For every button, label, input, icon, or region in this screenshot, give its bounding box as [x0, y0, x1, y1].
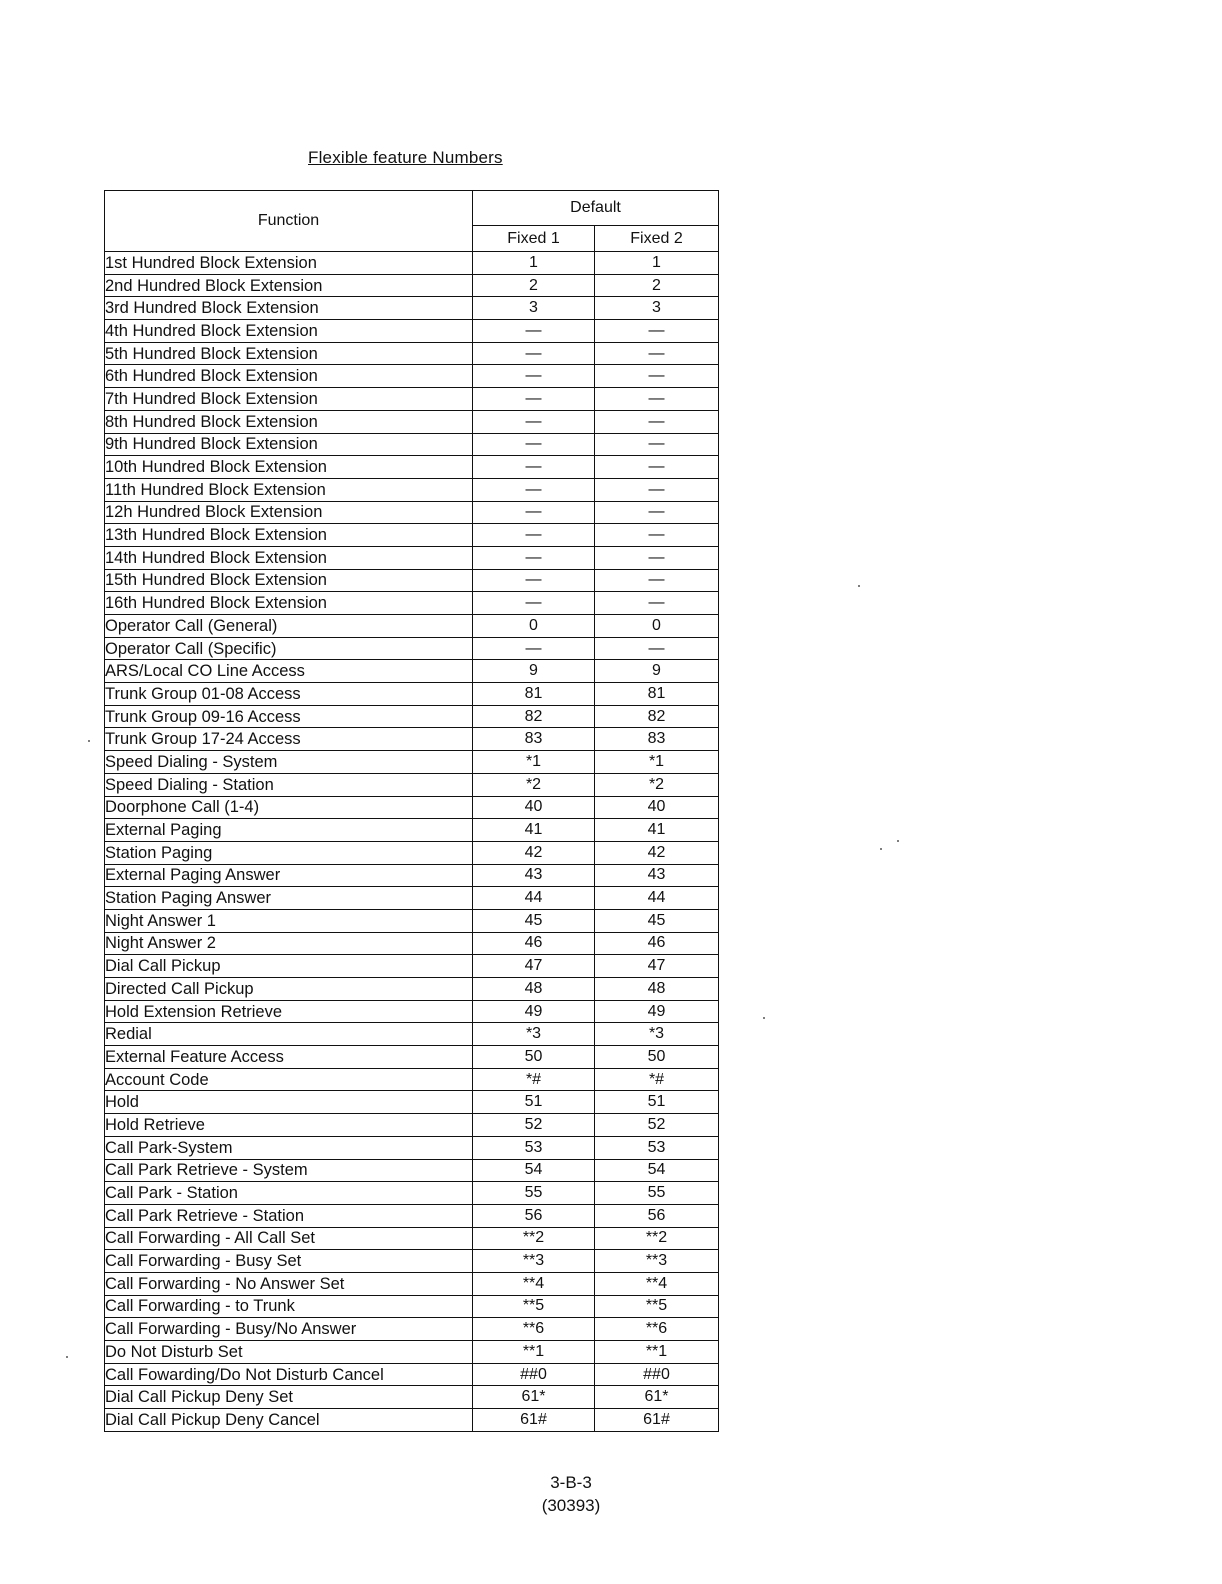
fixed1-cell: —: [473, 388, 595, 411]
function-cell: Redial: [105, 1023, 473, 1046]
fixed1-cell: —: [473, 501, 595, 524]
fixed2-cell: —: [595, 524, 719, 547]
fixed1-cell: 53: [473, 1136, 595, 1159]
table-row: [105, 1295, 719, 1318]
scan-speck: [897, 840, 899, 842]
scan-speck: [763, 1017, 765, 1019]
function-cell: Call Park - Station: [105, 1182, 473, 1205]
fixed2-cell: 0: [595, 615, 719, 638]
function-cell: Hold Extension Retrieve: [105, 1000, 473, 1023]
fixed2-cell: —: [595, 456, 719, 479]
function-cell: Night Answer 1: [105, 909, 473, 932]
fixed1-cell: 42: [473, 841, 595, 864]
fixed1-cell: —: [473, 433, 595, 456]
feature-numbers-table: [104, 190, 719, 1432]
function-cell: ARS/Local CO Line Access: [105, 660, 473, 683]
function-cell: Hold: [105, 1091, 473, 1114]
fixed1-cell: 0: [473, 615, 595, 638]
fixed1-cell: —: [473, 320, 595, 343]
table-body: [105, 252, 719, 1432]
function-cell: Station Paging Answer: [105, 887, 473, 910]
fixed1-cell: —: [473, 524, 595, 547]
table-row: [105, 433, 719, 456]
function-cell: Call Forwarding - Busy Set: [105, 1250, 473, 1273]
fixed2-cell: —: [595, 501, 719, 524]
function-cell: 8th Hundred Block Extension: [105, 410, 473, 433]
fixed2-cell: **3: [595, 1250, 719, 1273]
fixed1-cell: 82: [473, 705, 595, 728]
table-row: [105, 1159, 719, 1182]
table-row: [105, 728, 719, 751]
fixed2-cell: 50: [595, 1046, 719, 1069]
function-cell: Call Forwarding - to Trunk: [105, 1295, 473, 1318]
fixed2-cell: *#: [595, 1068, 719, 1091]
table-row: [105, 1136, 719, 1159]
table-row: [105, 887, 719, 910]
fixed1-cell: *2: [473, 773, 595, 796]
fixed1-cell: *#: [473, 1068, 595, 1091]
fixed2-cell: 81: [595, 683, 719, 706]
table-row: [105, 388, 719, 411]
table-row: [105, 569, 719, 592]
default-header: Default: [473, 191, 719, 226]
function-cell: 13th Hundred Block Extension: [105, 524, 473, 547]
fixed2-cell: 3: [595, 297, 719, 320]
table-row: [105, 1023, 719, 1046]
document-code: (30393): [541, 1496, 601, 1515]
fixed1-cell: —: [473, 456, 595, 479]
table-row: [105, 1363, 719, 1386]
function-cell: 16th Hundred Block Extension: [105, 592, 473, 615]
fixed2-cell: 47: [595, 955, 719, 978]
page-title: Flexible feature Numbers: [308, 148, 503, 167]
fixed2-cell: 9: [595, 660, 719, 683]
fixed2-cell: 40: [595, 796, 719, 819]
function-cell: 6th Hundred Block Extension: [105, 365, 473, 388]
page-number: 3-B-3: [550, 1473, 592, 1492]
fixed2-cell: —: [595, 342, 719, 365]
fixed1-cell: 83: [473, 728, 595, 751]
fixed1-cell: 47: [473, 955, 595, 978]
fixed1-cell: 9: [473, 660, 595, 683]
fixed2-cell: 54: [595, 1159, 719, 1182]
table-row: [105, 478, 719, 501]
fixed2-cell: 1: [595, 252, 719, 275]
table-row: [105, 864, 719, 887]
fixed1-cell: —: [473, 546, 595, 569]
function-cell: Call Park Retrieve - Station: [105, 1204, 473, 1227]
fixed2-cell: 55: [595, 1182, 719, 1205]
fixed1-cell: —: [473, 592, 595, 615]
function-cell: Trunk Group 17-24 Access: [105, 728, 473, 751]
table-row: [105, 592, 719, 615]
table-row: [105, 456, 719, 479]
function-cell: Call Fowarding/Do Not Disturb Cancel: [105, 1363, 473, 1386]
fixed2-cell: *1: [595, 751, 719, 774]
table-row: [105, 1409, 719, 1432]
fixed2-cell: **4: [595, 1272, 719, 1295]
fixed2-cell: ##0: [595, 1363, 719, 1386]
function-cell: 12h Hundred Block Extension: [105, 501, 473, 524]
function-cell: Hold Retrieve: [105, 1114, 473, 1137]
fixed1-cell: **1: [473, 1341, 595, 1364]
fixed2-cell: *2: [595, 773, 719, 796]
table-row: [105, 1091, 719, 1114]
scan-speck: [66, 1356, 68, 1358]
table-row: [105, 932, 719, 955]
table-row: [105, 841, 719, 864]
fixed1-cell: —: [473, 637, 595, 660]
fixed2-cell: 45: [595, 909, 719, 932]
fixed2-cell: 42: [595, 841, 719, 864]
fixed1-cell: 51: [473, 1091, 595, 1114]
table-row: [105, 773, 719, 796]
fixed1-cell: 40: [473, 796, 595, 819]
table-row: [105, 252, 719, 275]
table-row: [105, 796, 719, 819]
table-row: [105, 955, 719, 978]
fixed1-cell: **2: [473, 1227, 595, 1250]
fixed1-cell: 1: [473, 252, 595, 275]
table-row: [105, 410, 719, 433]
fixed1-cell: 52: [473, 1114, 595, 1137]
fixed2-header: Fixed 2: [595, 226, 719, 252]
fixed1-header: Fixed 1: [473, 226, 595, 252]
function-cell: 11th Hundred Block Extension: [105, 478, 473, 501]
function-cell: External Paging: [105, 819, 473, 842]
fixed1-cell: —: [473, 478, 595, 501]
table-row: [105, 1046, 719, 1069]
fixed1-cell: 49: [473, 1000, 595, 1023]
fixed2-cell: —: [595, 592, 719, 615]
fixed1-cell: **5: [473, 1295, 595, 1318]
fixed1-cell: 41: [473, 819, 595, 842]
function-cell: Call Forwarding - Busy/No Answer: [105, 1318, 473, 1341]
table-row: [105, 274, 719, 297]
fixed2-cell: 41: [595, 819, 719, 842]
table-row: [105, 683, 719, 706]
table-row: [105, 1386, 719, 1409]
table-row: [105, 1182, 719, 1205]
fixed2-cell: —: [595, 365, 719, 388]
fixed1-cell: 61*: [473, 1386, 595, 1409]
function-cell: External Paging Answer: [105, 864, 473, 887]
fixed2-cell: 53: [595, 1136, 719, 1159]
fixed1-cell: *3: [473, 1023, 595, 1046]
scan-speck: [88, 740, 90, 742]
fixed2-cell: 49: [595, 1000, 719, 1023]
function-cell: Station Paging: [105, 841, 473, 864]
function-cell: 1st Hundred Block Extension: [105, 252, 473, 275]
fixed2-cell: 46: [595, 932, 719, 955]
header-row-top: [105, 191, 719, 226]
fixed2-cell: 56: [595, 1204, 719, 1227]
fixed2-cell: —: [595, 410, 719, 433]
fixed1-cell: 81: [473, 683, 595, 706]
table-row: [105, 1318, 719, 1341]
fixed1-cell: 55: [473, 1182, 595, 1205]
function-cell: Speed Dialing - Station: [105, 773, 473, 796]
fixed1-cell: —: [473, 365, 595, 388]
table-row: [105, 1068, 719, 1091]
function-cell: Speed Dialing - System: [105, 751, 473, 774]
fixed2-cell: **5: [595, 1295, 719, 1318]
function-cell: Call Forwarding - All Call Set: [105, 1227, 473, 1250]
function-cell: 10th Hundred Block Extension: [105, 456, 473, 479]
table-row: [105, 342, 719, 365]
fixed1-cell: **3: [473, 1250, 595, 1273]
table-row: [105, 909, 719, 932]
table-row: [105, 637, 719, 660]
table-row: [105, 1272, 719, 1295]
table-row: [105, 501, 719, 524]
fixed1-cell: 2: [473, 274, 595, 297]
fixed2-cell: 43: [595, 864, 719, 887]
function-cell: Dial Call Pickup Deny Cancel: [105, 1409, 473, 1432]
table-row: [105, 546, 719, 569]
fixed2-cell: 82: [595, 705, 719, 728]
function-cell: Dial Call Pickup: [105, 955, 473, 978]
table-row: [105, 1114, 719, 1137]
fixed1-cell: 43: [473, 864, 595, 887]
table-row: [105, 751, 719, 774]
fixed1-cell: **4: [473, 1272, 595, 1295]
table-row: [105, 1227, 719, 1250]
fixed2-cell: 61#: [595, 1409, 719, 1432]
function-cell: Account Code: [105, 1068, 473, 1091]
fixed1-cell: 54: [473, 1159, 595, 1182]
table-row: [105, 819, 719, 842]
fixed2-cell: 83: [595, 728, 719, 751]
fixed2-cell: —: [595, 546, 719, 569]
fixed1-cell: 3: [473, 297, 595, 320]
fixed1-cell: 46: [473, 932, 595, 955]
function-cell: Operator Call (Specific): [105, 637, 473, 660]
table-row: [105, 1250, 719, 1273]
fixed2-cell: —: [595, 320, 719, 343]
fixed2-cell: **1: [595, 1341, 719, 1364]
table-row: [105, 297, 719, 320]
table-row: [105, 705, 719, 728]
table-row: [105, 660, 719, 683]
fixed1-cell: 44: [473, 887, 595, 910]
scan-speck: [880, 848, 882, 850]
function-cell: Directed Call Pickup: [105, 978, 473, 1001]
table-row: [105, 1341, 719, 1364]
function-cell: Call Park Retrieve - System: [105, 1159, 473, 1182]
fixed1-cell: 50: [473, 1046, 595, 1069]
table-row: [105, 320, 719, 343]
table-row: [105, 1000, 719, 1023]
table-row: [105, 1204, 719, 1227]
function-cell: 5th Hundred Block Extension: [105, 342, 473, 365]
function-cell: 7th Hundred Block Extension: [105, 388, 473, 411]
function-cell: Do Not Disturb Set: [105, 1341, 473, 1364]
fixed2-cell: 48: [595, 978, 719, 1001]
function-cell: External Feature Access: [105, 1046, 473, 1069]
function-cell: 9th Hundred Block Extension: [105, 433, 473, 456]
fixed2-cell: 2: [595, 274, 719, 297]
fixed1-cell: —: [473, 342, 595, 365]
fixed1-cell: 48: [473, 978, 595, 1001]
fixed2-cell: —: [595, 637, 719, 660]
fixed2-cell: —: [595, 433, 719, 456]
function-cell: Trunk Group 09-16 Access: [105, 705, 473, 728]
fixed1-cell: —: [473, 410, 595, 433]
function-header: Function: [105, 191, 473, 252]
table-row: [105, 978, 719, 1001]
fixed2-cell: —: [595, 388, 719, 411]
fixed1-cell: 56: [473, 1204, 595, 1227]
function-cell: 3rd Hundred Block Extension: [105, 297, 473, 320]
function-cell: 4th Hundred Block Extension: [105, 320, 473, 343]
fixed1-cell: 45: [473, 909, 595, 932]
fixed2-cell: *3: [595, 1023, 719, 1046]
fixed2-cell: **6: [595, 1318, 719, 1341]
fixed2-cell: —: [595, 478, 719, 501]
function-cell: Dial Call Pickup Deny Set: [105, 1386, 473, 1409]
function-cell: Night Answer 2: [105, 932, 473, 955]
fixed2-cell: **2: [595, 1227, 719, 1250]
fixed2-cell: —: [595, 569, 719, 592]
function-cell: Doorphone Call (1-4): [105, 796, 473, 819]
table-row: [105, 365, 719, 388]
function-cell: 14th Hundred Block Extension: [105, 546, 473, 569]
table-row: [105, 615, 719, 638]
fixed1-cell: 61#: [473, 1409, 595, 1432]
fixed1-cell: —: [473, 569, 595, 592]
fixed1-cell: **6: [473, 1318, 595, 1341]
scan-speck: [858, 585, 860, 587]
fixed2-cell: 51: [595, 1091, 719, 1114]
table-row: [105, 524, 719, 547]
fixed1-cell: *1: [473, 751, 595, 774]
function-cell: Call Forwarding - No Answer Set: [105, 1272, 473, 1295]
fixed2-cell: 52: [595, 1114, 719, 1137]
function-cell: 15th Hundred Block Extension: [105, 569, 473, 592]
fixed2-cell: 61*: [595, 1386, 719, 1409]
function-cell: Trunk Group 01-08 Access: [105, 683, 473, 706]
fixed2-cell: 44: [595, 887, 719, 910]
function-cell: Call Park-System: [105, 1136, 473, 1159]
function-cell: 2nd Hundred Block Extension: [105, 274, 473, 297]
function-cell: Operator Call (General): [105, 615, 473, 638]
fixed1-cell: ##0: [473, 1363, 595, 1386]
